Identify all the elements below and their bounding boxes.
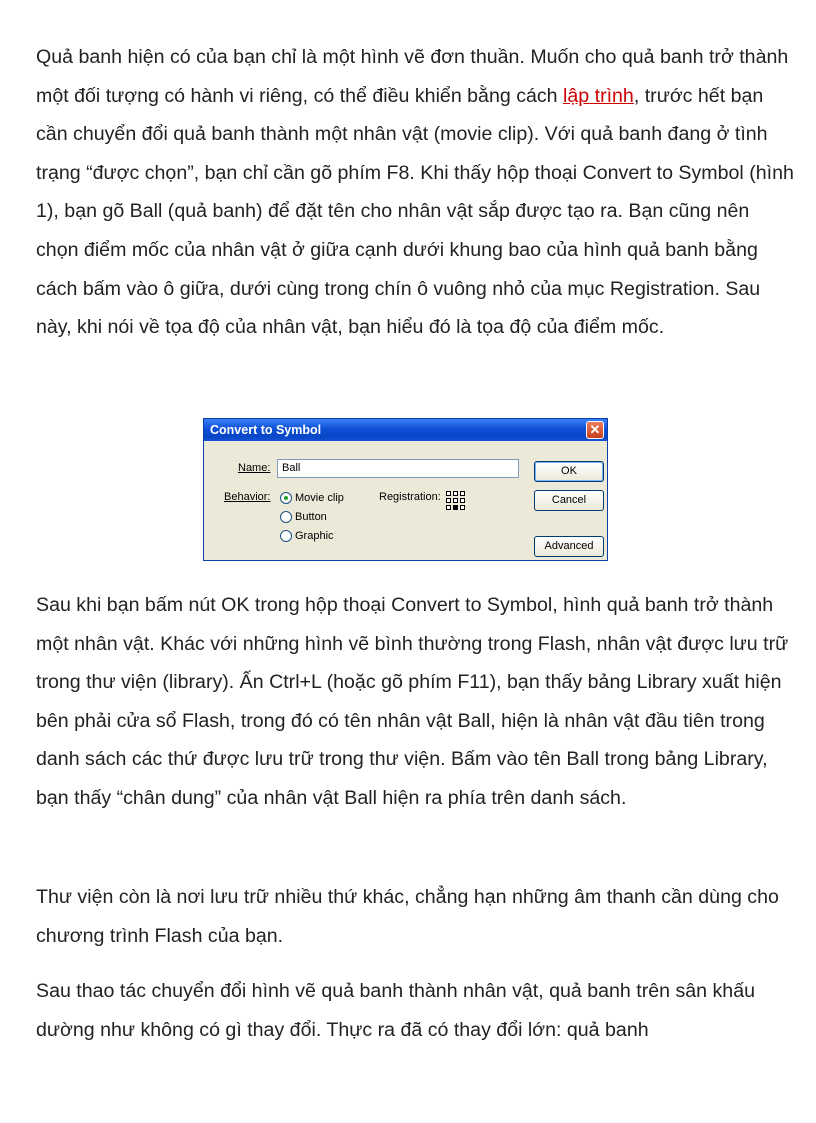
reg-cell-top-right[interactable] [460,491,465,496]
convert-to-symbol-dialog-figure [203,418,608,561]
reg-cell-bottom-left[interactable] [446,505,451,510]
reg-cell-bottom-right[interactable] [460,505,465,510]
paragraph-1 [36,38,796,347]
graphic-label: Graphic [295,530,334,542]
paragraph-4: Sau thao tác chuyển đổi hình vẽ quả banh thành nhân vật, quả banh trên sân khấu dường như không có gì thay đổi. Thực ra đã có thay đổi lớn: quả banh [36,980,755,1041]
paragraph-2: Sau khi bạn bấm nút OK trong hộp thoại Convert to Symbol, hình quả banh trở thành một nhân vật. Khác với những hình vẽ bình thường trong Flash, nhân vật được lưu trữ trong thư viện (library). Ấn Ctrl+L (hoặc gõ phím F11), bạn thấy bảng Library xuất hiện bên phải cửa sổ Flash, trong đó có tên nhân vật Ball, hiện là nhân vật đầu tiên trong danh sách các thứ được lưu trữ trong thư viện. Bấm vào tên Ball trong bảng Library, bạn thấy “chân dung” của nhân vật Ball hiện ra phía trên danh sách. [36,594,789,809]
name-label: Name: [238,462,271,474]
movie-clip-radio[interactable] [280,492,292,504]
button-radio[interactable] [280,511,292,523]
behavior-label: Behavior: [224,491,271,503]
paragraph-1-text-b: , trước hết bạn cần chuyển đổi quả banh thành một nhân vật (movie clip). Với quả banh đang ở tình trạng “được chọn”, bạn chỉ cần gõ phím F8. Khi thấy hộp thoại Convert to Symbol (hình 1), bạn gõ Ball (quả banh) để đặt tên cho nhân vật sắp được tạo ra. Bạn cũng nên chọn điểm mốc của nhân vật ở giữa cạnh dưới khung bao của hình quả banh bằng cách bấm vào ô giữa, dưới cùng trong chín ô vuông nhỏ của mục Registration. Sau này, khi nói về tọa độ của nhân vật, bạn hiểu đó là tọa độ của điểm mốc. [36,84,794,339]
ok-button[interactable]: OK [534,461,604,482]
close-icon[interactable]: ✕ [586,421,604,439]
lap-trinh-link[interactable]: lập trình [563,84,634,107]
reg-cell-bottom-center[interactable] [453,505,458,510]
name-input[interactable]: Ball [277,459,519,478]
reg-cell-top-left[interactable] [446,491,451,496]
reg-cell-top-center[interactable] [453,491,458,496]
cancel-button[interactable]: Cancel [534,490,604,511]
reg-cell-middle-right[interactable] [460,498,465,503]
graphic-radio[interactable] [280,530,292,542]
reg-cell-center[interactable] [453,498,458,503]
registration-label: Registration: [379,491,441,503]
dialog-titlebar [204,419,607,441]
paragraph-3: Thư viện còn là nơi lưu trữ nhiều thứ khác, chẳng hạn những âm thanh cần dùng cho chương trình Flash của bạn. [36,886,779,947]
dialog-title: Convert to Symbol [210,423,322,437]
registration-grid[interactable] [446,491,466,511]
movie-clip-label: Movie clip [295,492,344,504]
button-option-label: Button [295,511,327,523]
reg-cell-middle-left[interactable] [446,498,451,503]
advanced-button[interactable]: Advanced [534,536,604,557]
paragraph-1-text-a: Quả banh hiện có của bạn chỉ là một hình vẽ đơn thuần. Muốn cho quả banh trở thành một đối tượng có hành vi riêng, có thể điều khiển bằng cách [36,46,789,107]
